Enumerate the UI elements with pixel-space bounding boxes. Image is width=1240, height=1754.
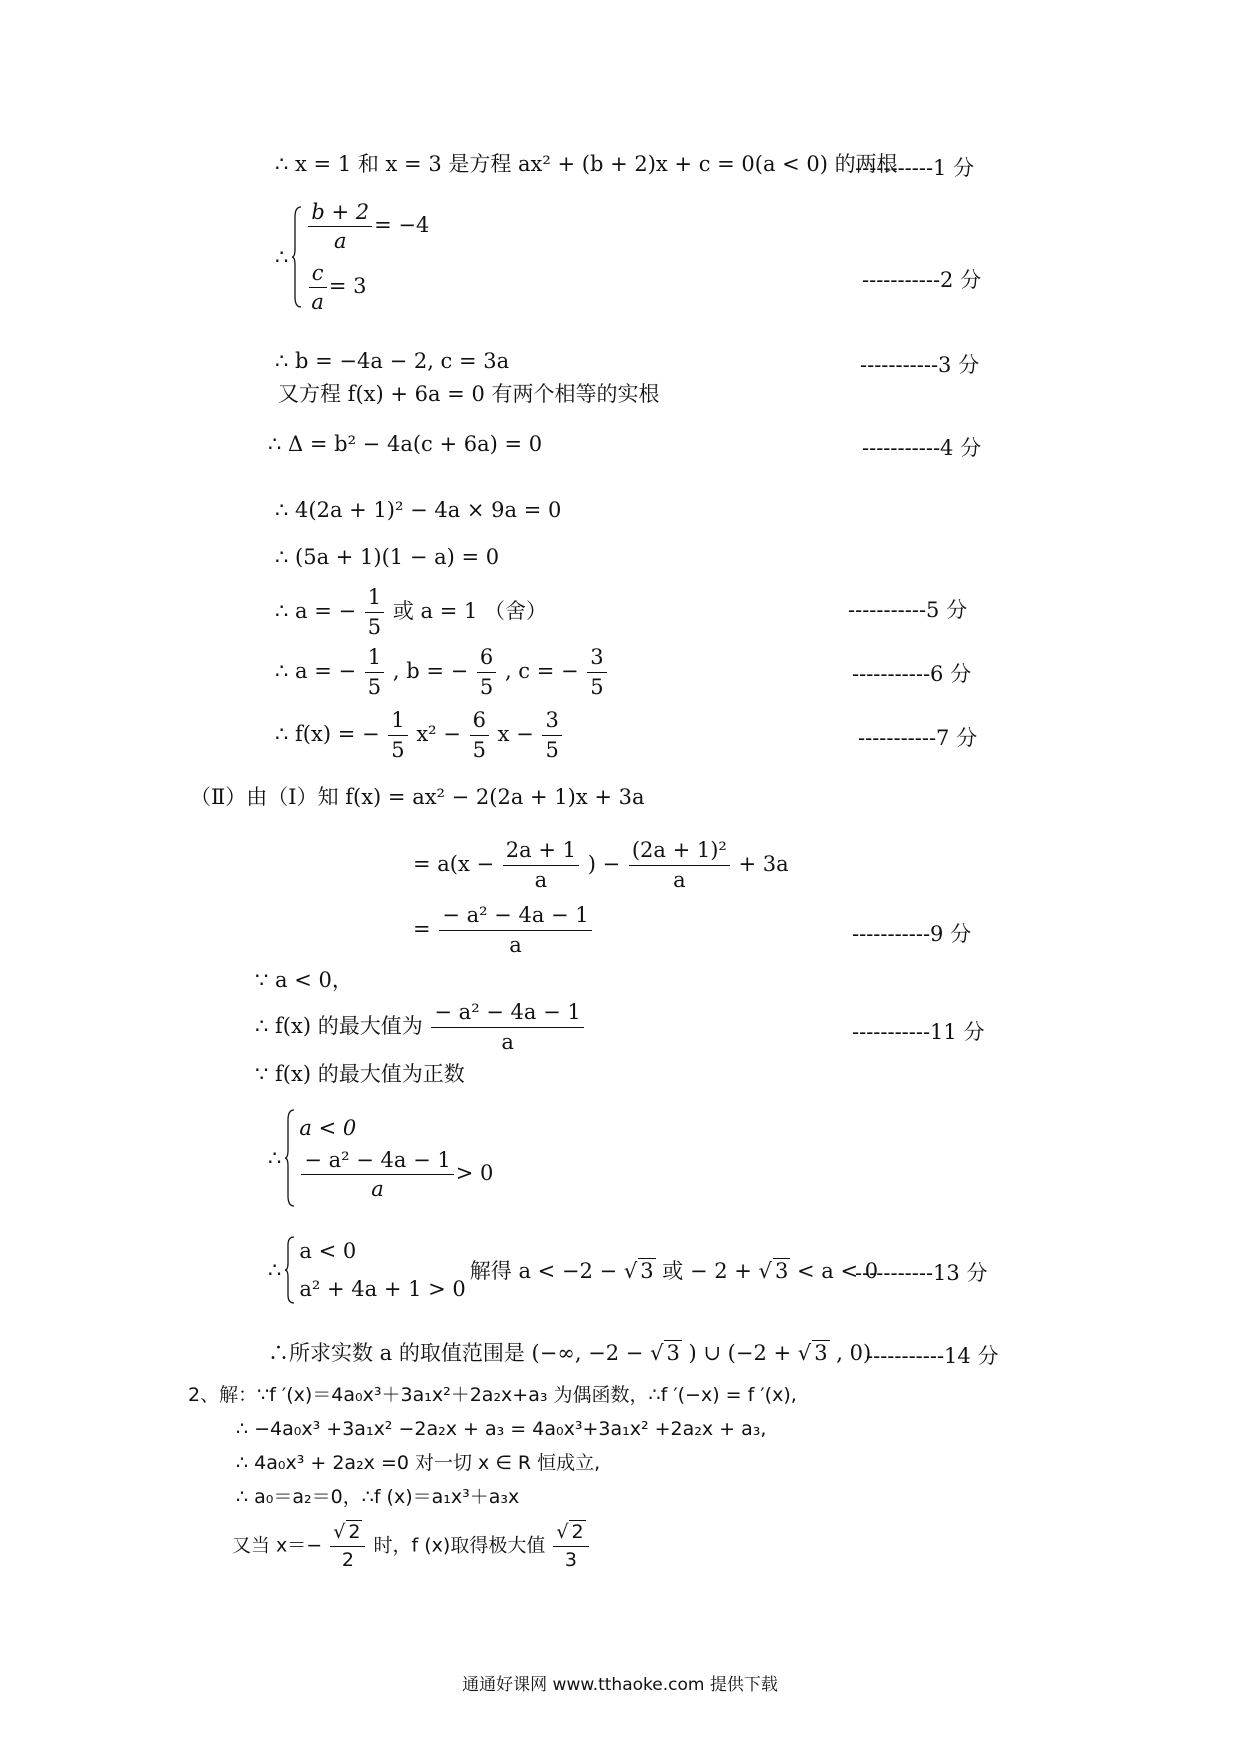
fraction xyxy=(470,708,489,763)
page-footer: 通通好课网 www.tthaoke.com 提供下载 xyxy=(462,1675,778,1695)
solution-line-9 xyxy=(275,645,609,700)
expr-part: , 0) xyxy=(836,1341,872,1365)
score-mark-13: -----------13 分 xyxy=(855,1261,988,1285)
solution-line-5: ∴ Δ = b² − 4a(c + 6a) = 0 xyxy=(268,432,543,456)
sqrt-symbol xyxy=(333,1521,345,1543)
problem-two-line-3: ∴ 4a₀x³ + 2a₂x =0 对一切 x ∈ R 恒成立, xyxy=(236,1452,601,1474)
inequality: a < 0 xyxy=(299,1239,357,1263)
radicand: 3 xyxy=(774,1259,789,1283)
problem-two-line-5 xyxy=(232,1520,591,1572)
left-brace xyxy=(285,1235,295,1305)
expr-part: 解得 a < −2 − xyxy=(469,1259,618,1283)
expr-part: = xyxy=(413,917,431,942)
expr-part: ∴所求实数 a 的取值范围是 (−∞, −2 − xyxy=(268,1341,644,1365)
inequality: a < 0 xyxy=(299,1115,357,1140)
numerator: − a² − 4a − 1 xyxy=(439,903,591,931)
equation-system-1 xyxy=(275,200,429,314)
part-two-heading: （Ⅱ）由（Ⅰ）知 f(x) = ax² − 2(2a + 1)x + 3a xyxy=(190,785,645,809)
solution-line-7: ∴ (5a + 1)(1 − a) = 0 xyxy=(275,545,500,569)
numerator: 3 xyxy=(542,708,561,736)
radicand: 3 xyxy=(814,1341,828,1365)
solution-line-12 xyxy=(413,838,789,893)
sqrt-symbol xyxy=(759,1259,772,1283)
expr-part: 又当 x＝− xyxy=(232,1534,323,1557)
numerator: (2a + 1)² xyxy=(629,838,730,866)
numerator xyxy=(553,1520,588,1547)
inequality: a² + 4a + 1 > 0 xyxy=(299,1277,466,1301)
denominator: a xyxy=(333,229,347,253)
problem-two-line-1: 2、解：∵f ′(x)＝4a₀x³＋3a₁x²＋2a₂x+a₃ 为偶函数，∴f ′(−x) = f ′(x), xyxy=(188,1384,797,1406)
expr-part: , c = − xyxy=(504,659,579,684)
score-mark-7: -----------7 分 xyxy=(858,726,978,750)
solution-line-15 xyxy=(255,1000,586,1055)
expr-part: = a(x − xyxy=(413,852,495,877)
expr-part: , b = − xyxy=(392,659,469,684)
fraction xyxy=(365,645,384,700)
fraction xyxy=(330,1520,365,1572)
expr-part: + 3a xyxy=(738,852,789,877)
fraction xyxy=(301,1148,453,1201)
score-mark-14: -----------14 分 xyxy=(866,1344,999,1368)
expr-part: 时，f (x)取得极大值 xyxy=(373,1534,546,1557)
fraction xyxy=(629,838,730,893)
fraction xyxy=(477,645,496,700)
fraction xyxy=(308,200,372,253)
denominator: 5 xyxy=(472,738,486,763)
score-mark-3: -----------3 分 xyxy=(860,353,980,377)
denominator: 5 xyxy=(590,675,604,700)
fraction xyxy=(553,1520,588,1572)
therefore-symbol: ∴ xyxy=(275,245,289,269)
radicand: 2 xyxy=(348,1521,361,1543)
sqrt-symbol xyxy=(650,1341,663,1365)
equation-rhs: = −4 xyxy=(374,213,430,237)
solution-line-14: ∵ a < 0， xyxy=(255,968,353,992)
fraction xyxy=(542,708,561,763)
denominator: 5 xyxy=(367,675,382,700)
expr-part: 或 − 2 + xyxy=(662,1259,752,1283)
expr-part: < a < 0 xyxy=(797,1259,879,1283)
score-mark-6: -----------6 分 xyxy=(852,662,972,686)
equation-system-2 xyxy=(268,1108,493,1208)
fraction xyxy=(439,903,591,958)
expr-part: ) − xyxy=(587,852,621,877)
solution-line-3: ∴ b = −4a − 2, c = 3a xyxy=(275,349,510,373)
therefore-symbol: ∴ xyxy=(268,1258,282,1282)
left-brace xyxy=(285,1108,295,1208)
denominator: 5 xyxy=(545,738,559,763)
solution-result xyxy=(470,1255,878,1285)
fraction xyxy=(587,645,606,700)
radicand: 3 xyxy=(640,1259,654,1283)
numerator: 1 xyxy=(365,585,384,613)
radicand: 3 xyxy=(666,1341,680,1365)
numerator: c xyxy=(309,261,327,288)
fraction xyxy=(365,585,384,640)
numerator: 1 xyxy=(388,708,407,736)
score-mark-2: -----------2 分 xyxy=(862,268,982,292)
solution-line-10 xyxy=(275,708,564,763)
expr-part: ∴ a = − xyxy=(275,599,357,624)
numerator: − a² − 4a − 1 xyxy=(431,1000,583,1028)
denominator: 2 xyxy=(341,1548,354,1571)
sqrt-symbol xyxy=(624,1259,637,1283)
numerator: 1 xyxy=(365,645,384,673)
solution-line-4: 又方程 f(x) + 6a = 0 有两个相等的实根 xyxy=(278,382,660,406)
score-mark-11: -----------11 分 xyxy=(852,1020,985,1044)
numerator: 3 xyxy=(587,645,606,673)
expr-part: x² − xyxy=(416,722,461,747)
radicand: 2 xyxy=(571,1521,584,1543)
denominator: a xyxy=(673,868,686,893)
denominator: 3 xyxy=(564,1548,578,1571)
denominator: a xyxy=(371,1176,384,1201)
score-mark-9: -----------9 分 xyxy=(852,922,972,946)
numerator: 6 xyxy=(470,708,489,736)
expr-part: ∴ a = − xyxy=(275,659,357,684)
expr-part: ∴ f(x) 的最大值为 xyxy=(255,1014,423,1039)
denominator: 5 xyxy=(391,738,405,763)
numerator: b + 2 xyxy=(308,200,372,227)
numerator: 6 xyxy=(477,645,496,673)
denominator: a xyxy=(311,290,324,314)
score-mark-1: -----------1 分 xyxy=(855,156,975,180)
score-mark-5: -----------5 分 xyxy=(848,598,968,622)
fraction xyxy=(308,261,327,314)
fraction xyxy=(431,1000,583,1055)
solution-line-16: ∵ f(x) 的最大值为正数 xyxy=(255,1062,465,1086)
therefore-symbol: ∴ xyxy=(268,1146,282,1170)
problem-two-line-2: ∴ −4a₀x³ +3a₁x² −2a₂x + a₃ = 4a₀x³+3a₁x² +2a₂x + a₃, xyxy=(236,1418,767,1440)
expr-part: ∴ f(x) = − xyxy=(275,722,380,747)
solution-line-13 xyxy=(413,903,594,958)
left-brace xyxy=(292,205,302,309)
sqrt-symbol xyxy=(798,1341,811,1365)
inequality-rhs: > 0 xyxy=(455,1160,494,1185)
sqrt-symbol xyxy=(556,1521,568,1543)
numerator: − a² − 4a − 1 xyxy=(301,1148,453,1175)
denominator: 5 xyxy=(367,615,382,640)
problem-two-line-4: ∴ a₀＝a₂＝0，∴f (x)＝a₁x³＋a₃x xyxy=(236,1486,520,1508)
solution-line-1: ∴ x = 1 和 x = 3 是方程 ax² + (b + 2)x + c = 0(a < 0) 的两根 xyxy=(275,152,898,176)
numerator: 2a + 1 xyxy=(503,838,579,866)
denominator: 5 xyxy=(479,675,494,700)
solution-line-8 xyxy=(275,585,547,640)
denominator: a xyxy=(509,933,522,958)
expr-part: 或 a = 1 （舍） xyxy=(392,599,548,624)
denominator: a xyxy=(534,868,548,893)
expr-part: x − xyxy=(497,722,534,747)
solution-line-18 xyxy=(268,1340,871,1366)
denominator: a xyxy=(501,1030,514,1055)
equation-rhs: = 3 xyxy=(328,274,367,298)
numerator xyxy=(330,1520,365,1547)
expr-part: ) ∪ (−2 + xyxy=(688,1341,792,1365)
score-mark-4: -----------4 分 xyxy=(862,436,982,460)
fraction xyxy=(388,708,407,763)
solution-line-6: ∴ 4(2a + 1)² − 4a × 9a = 0 xyxy=(275,498,562,522)
equation-system-3 xyxy=(268,1235,878,1305)
fraction xyxy=(503,838,579,893)
